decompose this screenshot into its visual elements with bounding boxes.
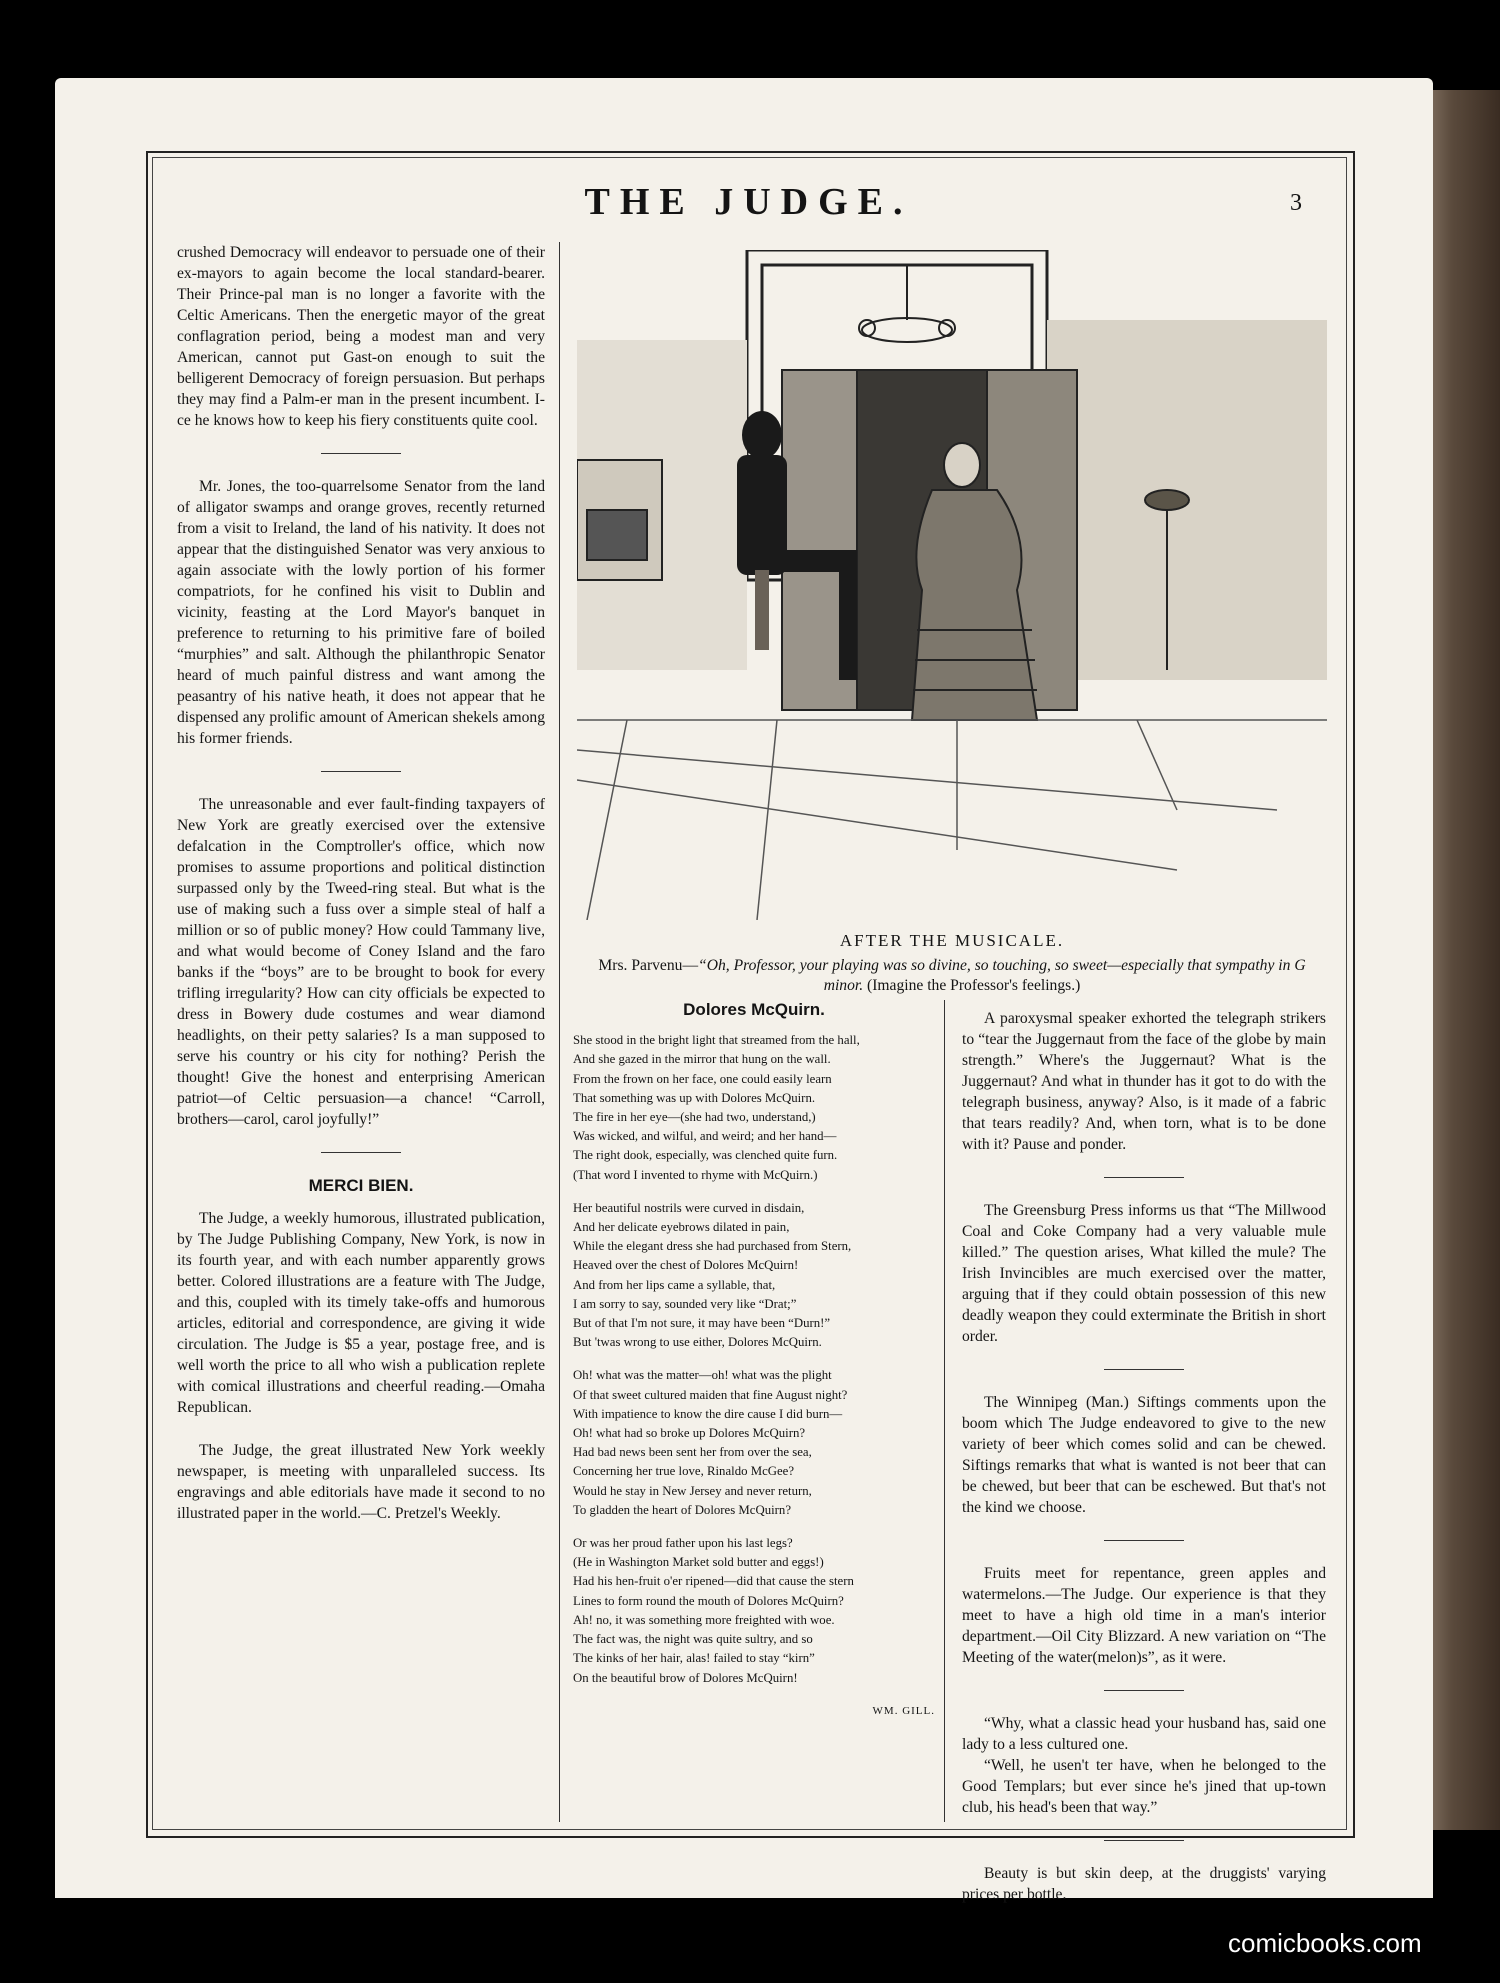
editorial-paragraph: Mr. Jones, the too-quarrelsome Senator from the land of alligator swamps and orange groves, recently returned from a visit to Ireland, the land of his nativity. It does not appear that the distinguished Senator was very anxious to again associate with the lowly portion of his former compatriots, for he confined his visit to Dublin and vicinity, feasting at the Lord Mayor's banquet in preference to returning to his primitive fare of boiled “murphies” and salt. Although the philanthropic Senator heard of much painful distress and want among the peasantry of his native heath, it does not appear that he dispensed any prolific amount of American shekels among his former friends. [177, 478, 545, 747]
poem-line: I am sorry to say, sounded very like “Drat;” [573, 1296, 797, 1311]
page-number: 3 [1290, 190, 1302, 216]
poem-line: The fact was, the night was quite sultry, and so [573, 1632, 813, 1647]
caption-quote: “Oh, Professor, your playing was so divine, so touching, so sweet—especially that sympathy in G minor. [698, 957, 1306, 994]
easel-with-painting [577, 460, 662, 580]
poem-line: On the beautiful brow of Dolores McQuirn! [573, 1670, 798, 1685]
merci-bien-heading: MERCI BIEN. [308, 1176, 414, 1195]
column-divider-left [559, 242, 560, 1822]
poem-line: But 'twas wrong to use either, Dolores McQuirn. [573, 1335, 822, 1350]
editorial-paragraph: Fruits meet for repentance, green apples and watermelons.—The Judge. Our experience is that they meet to have a high old time in a man's interior department.—Oil City Blizzard. A new variation on “The Meeting of the water(melon)s”, as it were. [962, 1565, 1326, 1666]
editorial-paragraph: The Winnipeg (Man.) Siftings comments upon the boom which The Judge endeavored to give to the new variety of beer which comes solid and can be chewed. Siftings remarks that what is wanted is not beer that can be chewed, but beer that can be eschewed. But that's not the kind we choose. [962, 1394, 1326, 1516]
poem-stanza [573, 1534, 935, 1688]
poem-line: Oh! what was the matter—oh! what was the plight [573, 1368, 832, 1383]
poem-stanza [573, 1199, 935, 1353]
editorial-paragraph: crushed Democracy will endeavor to persuade one of their ex-mayors to again become the local standard-bearer. Their Prince-pal man is no longer a favorite with the Celtic Americans. Then the energetic mayor of the great conflagration period, being a modest man and very American, cannot put Gast-on enough to suit the belligerent Democracy of foreign persuasion. But perhaps they may find a Palm-er man in the present incumbent. I-ce he knows how to keep his fiery constituents quite cool. [177, 244, 545, 429]
poem-line: But of that I'm not sure, it may have been “Durn!” [573, 1316, 831, 1331]
poem-line: To gladden the heart of Dolores McQuirn? [573, 1502, 792, 1517]
column-divider-right [944, 1000, 945, 1822]
poem-line: That something was up with Dolores McQuirn. [573, 1090, 816, 1105]
poem-line: Her beautiful nostrils were curved in disdain, [573, 1200, 805, 1215]
masthead-title: THE JUDGE. [584, 181, 913, 223]
poem-line: Or was her proud father upon his last legs? [573, 1536, 793, 1551]
editorial-paragraph: Beauty is but skin deep, at the druggists' varying prices per bottle. [962, 1865, 1326, 1903]
poem-line: The kinks of her hair, alas! failed to stay “kirn” [573, 1651, 815, 1666]
editorial-paragraph: “Well, he usen't ter have, when he belonged to the Good Templars; but ever since he's jined that up-town club, his head's been that way.” [962, 1757, 1326, 1816]
poem-line: While the elegant dress she had purchased from Stern, [573, 1239, 852, 1254]
section-rule [321, 771, 401, 772]
section-rule [321, 1152, 401, 1153]
poem-line: From the frown on her face, one could easily learn [573, 1071, 832, 1086]
editorial-paragraph: The Judge, the great illustrated New York weekly newspaper, is meeting with unparalleled success. Its engravings and able editorials have made it second to no illustrated paper in the world.—C. Pretzel's Weekly. [177, 1442, 545, 1522]
column-middle-poem [573, 1000, 935, 1721]
editorial-paragraph: The Judge, a weekly humorous, illustrated publication, by The Judge Publishing Company, New York, is now in its fourth year, and with each number apparently grows better. Colored illustrations are a feature with The Judge, and this, coupled with its timely take-offs and humorous articles, editorial and correspondence, are giving it wide circulation. The Judge is $5 a year, postage free, and is well worth the price to all who wish a publication replete with comical illustrations and cheerful reading.—Omaha Republican. [177, 1210, 545, 1416]
watermark-text: comicbooks.com [1228, 1928, 1422, 1958]
poem-stanza [573, 1366, 935, 1520]
poem-line: With impatience to know the dire cause I did burn— [573, 1406, 843, 1421]
poem-line: And from her lips came a syllable, that, [573, 1277, 776, 1292]
poem-line: Lines to form round the mouth of Dolores McQuirn? [573, 1593, 844, 1608]
poem-body [573, 1031, 935, 1688]
poem-line: Of that sweet cultured maiden that fine August night? [573, 1387, 848, 1402]
column-right [962, 1008, 1326, 1927]
poem-line: Oh! what had so broke up Dolores McQuirn? [573, 1426, 806, 1441]
caption-aside: (Imagine the Professor's feelings.) [867, 977, 1081, 994]
illustration-caption [577, 956, 1327, 996]
poem-line: And she gazed in the mirror that hung on the wall. [573, 1052, 831, 1067]
poem-line: Would he stay in New Jersey and never return, [573, 1483, 812, 1498]
poem-line: The right dook, especially, was clenched quite furn. [573, 1148, 838, 1163]
poem-line: Had his hen-fruit o'er ripened—did that cause the stern [573, 1574, 854, 1589]
poem-author: WM. GILL. [872, 1704, 935, 1717]
poem-line: (That word I invented to rhyme with McQuirn.) [573, 1167, 818, 1182]
section-rule [1104, 1840, 1184, 1841]
poem-line: The fire in her eye—(she had two, understand,) [573, 1110, 816, 1125]
editorial-paragraph: A paroxysmal speaker exhorted the telegraph strikers to “tear the Juggernaut from the face of the globe by main strength.” Where's the Juggernaut? What is the Juggernaut? And what in thunder has it got to do with the telegraph business, anyway? Also, is it made of a fabric that tears readily? And, when torn, what is to be done with it? Pause and ponder. [962, 1010, 1326, 1153]
poem-stanza [573, 1031, 935, 1185]
caption-speaker: Mrs. Parvenu— [598, 957, 699, 974]
poem-line: She stood in the bright light that streamed from the hall, [573, 1033, 860, 1048]
editorial-paragraph: The unreasonable and ever fault-finding taxpayers of New York are greatly exercised over the extensive defalcation in the Comptroller's office, which now promises to assume proportions and political distinction surpassed only by the Tweed-ring steal. But what is the use of making such a fuss over a simple steal of half a million or so of public money? How could Tammany live, and what would become of Coney Island and the faro banks if the “boys” are to be brought to book for every trifling irregularity? How can city officials be expected to dress in Bowery dude costumes and wear diamond headlights, on their petty salaries? Is a man supposed to serve his country or his city for nothing? Perish the thought! Give the honest and enterprising American patriot—of Celtic persuasion—a chance! “Carroll, brothers—carol, carol joyfully!” [177, 796, 545, 1128]
poem-line: Was wicked, and wilful, and weird; and her hand— [573, 1129, 837, 1144]
poem-line: And her delicate eyebrows dilated in pain, [573, 1220, 790, 1235]
section-rule [1104, 1369, 1184, 1370]
illustration-caption-title: AFTER THE MUSICALE. [839, 931, 1065, 950]
section-rule [321, 453, 401, 454]
scan-border [0, 0, 55, 1983]
editorial-paragraph: “Why, what a classic head your husband has, said one lady to a less cultured one. [962, 1715, 1326, 1753]
section-rule [1104, 1690, 1184, 1691]
poem-title: Dolores McQuirn. [683, 1000, 825, 1019]
editorial-paragraph: The Greensburg Press informs us that “The Millwood Coal and Coke Company had a very valuable mule killed.” The question arises, What killed the mule? The Irish Invincibles are much exercised over the matter, arguing that if they could obtain possession of this new deadly weapon they could exterminate the British in short order. [962, 1202, 1326, 1345]
poem-line: (He in Washington Market sold butter and eggs!) [573, 1555, 824, 1570]
poem-line: Concerning her true love, Rinaldo McGee? [573, 1464, 795, 1479]
section-rule [1104, 1540, 1184, 1541]
engraving-after-the-musicale [577, 250, 1327, 920]
column-left [177, 242, 545, 1546]
poem-line: Ah! no, it was something more freighted with woe. [573, 1612, 835, 1627]
poem-line: Heaved over the chest of Dolores McQuirn! [573, 1258, 799, 1273]
poem-line: Had bad news been sent her from over the sea, [573, 1445, 812, 1460]
section-rule [1104, 1177, 1184, 1178]
